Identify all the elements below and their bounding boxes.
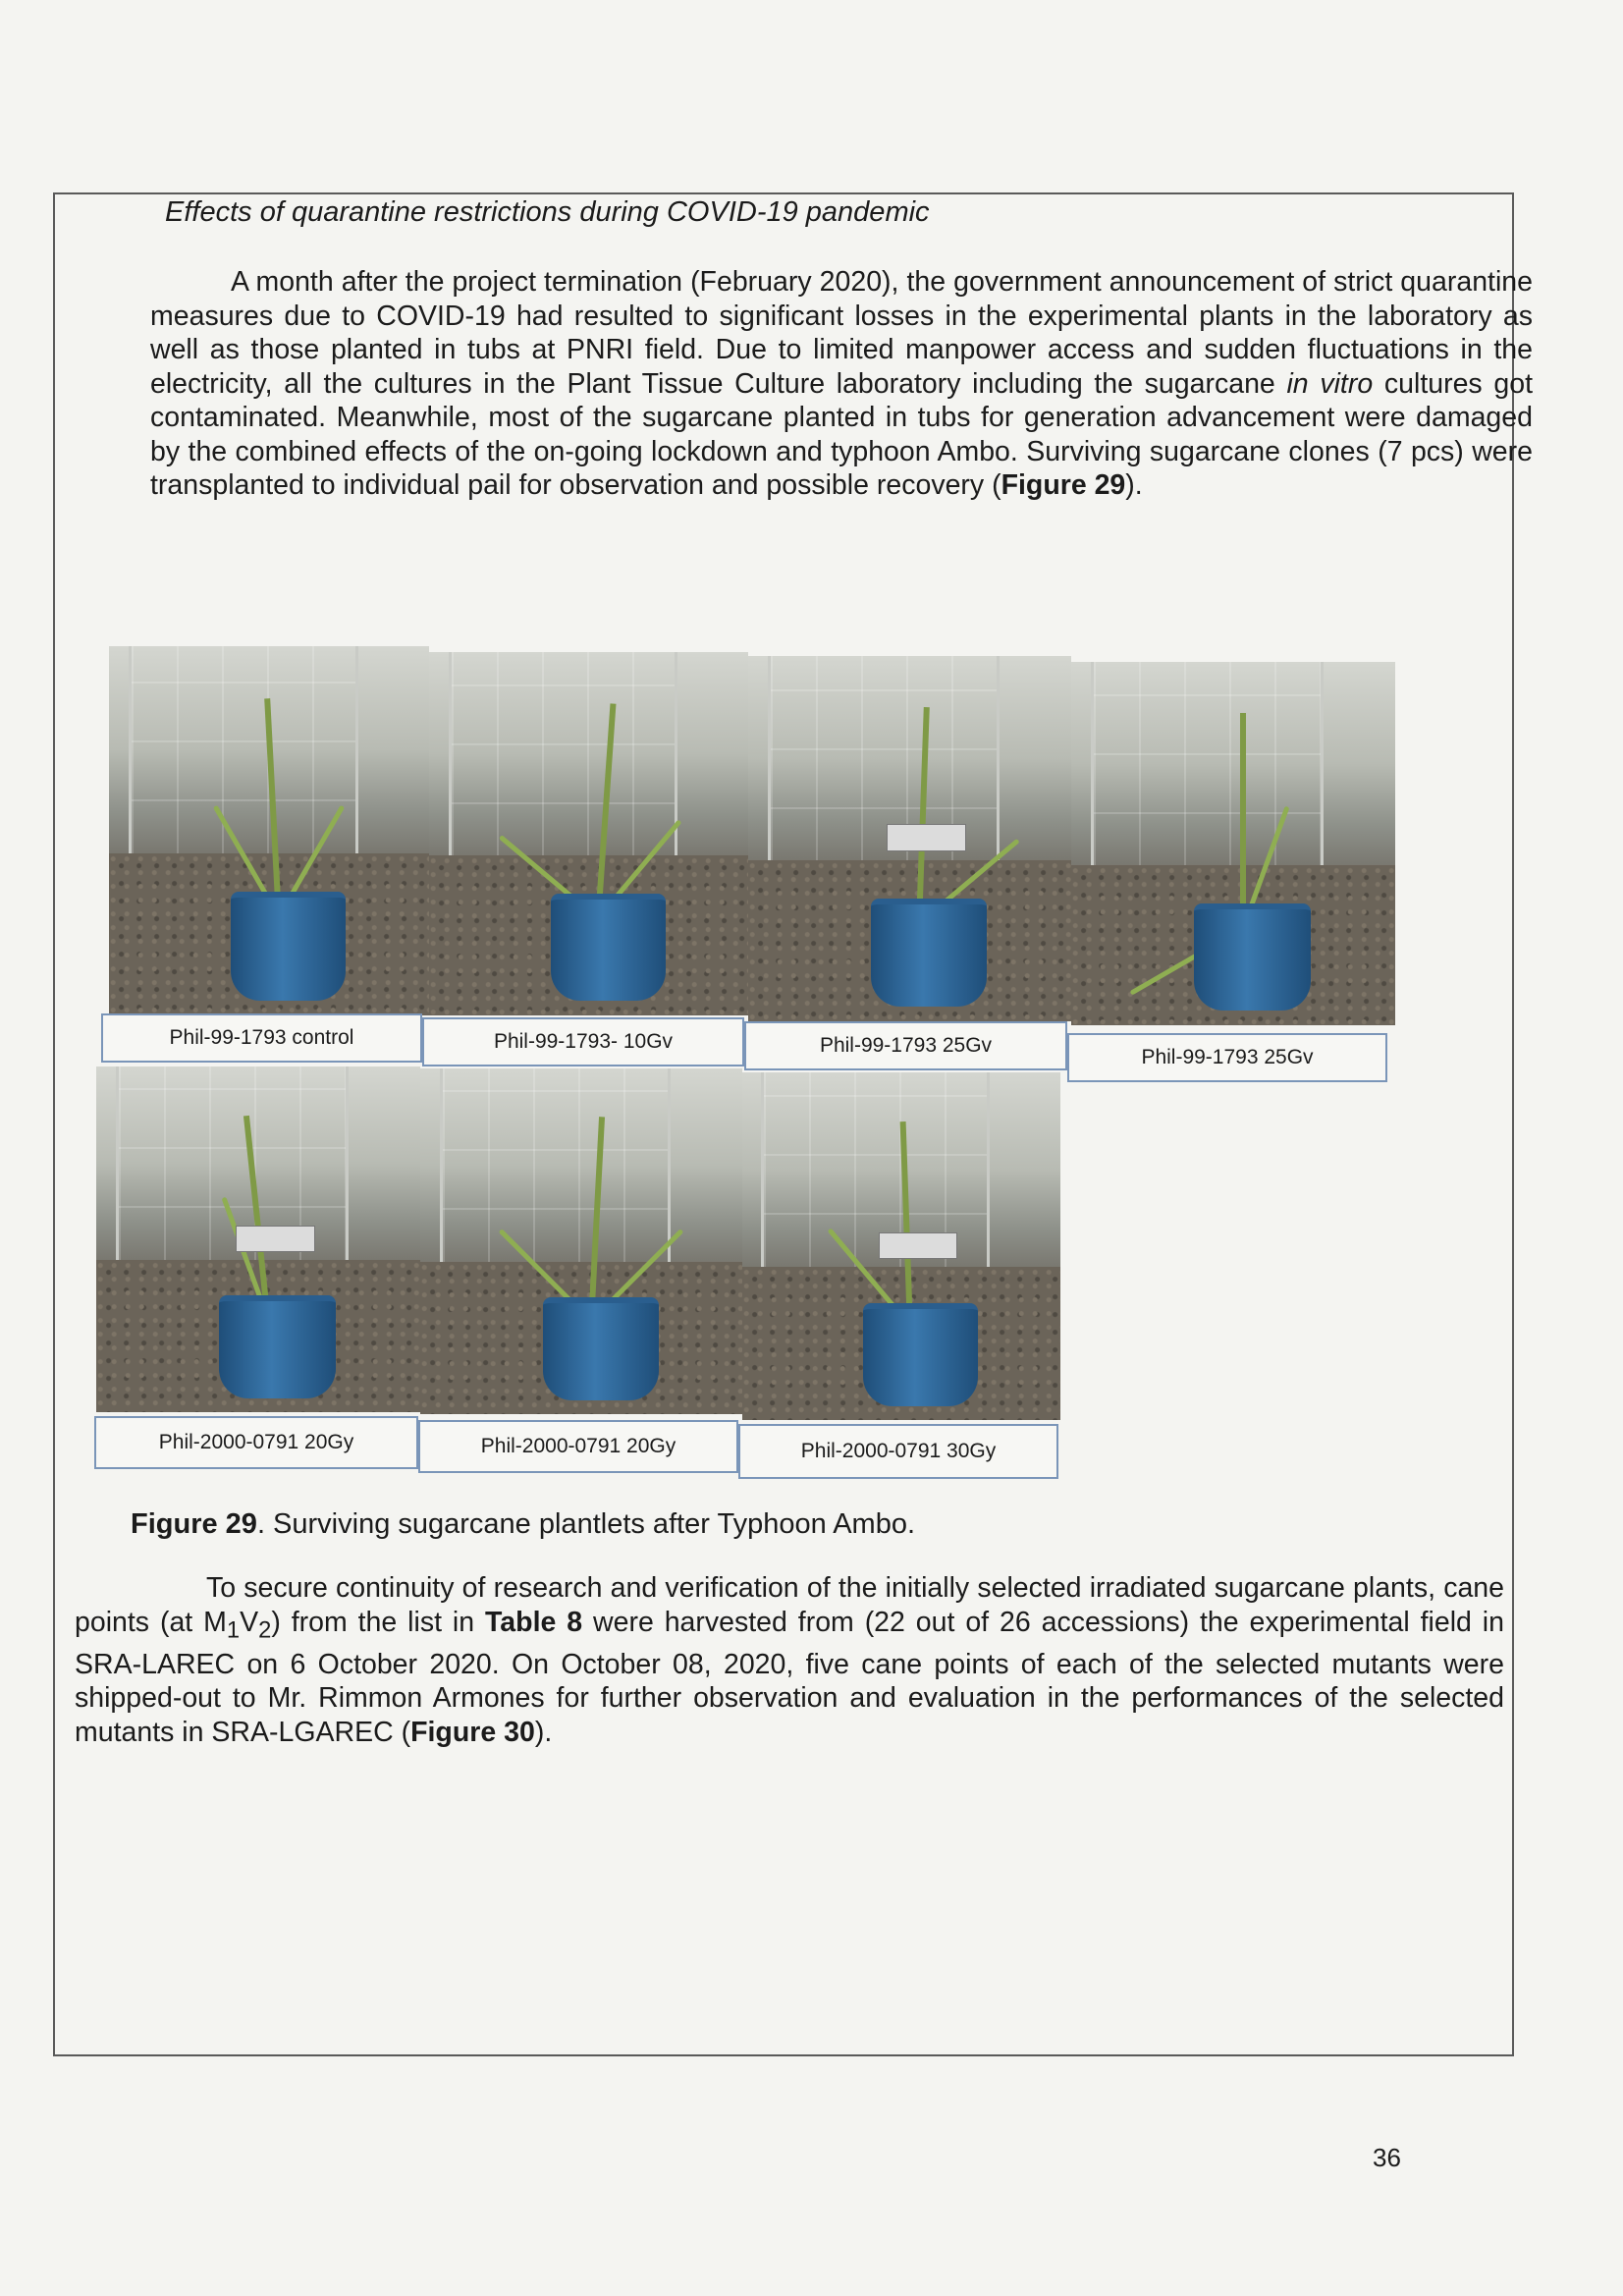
photo-5 [96, 1066, 420, 1412]
paragraph-text: were harvested from (22 out of 26 accessions) the experimental field in SRA-LAREC on 6 October 2020. On October 08, 2020, five cane points of each of the selected mutants were shipped-out to Mr. Rimmon Armones for further observation and evaluation in the performances of the selected mutants in SRA-LGAREC ( [75, 1606, 1504, 1748]
paragraph-text: cultures got contaminated. Meanwhile, most of the sugarcane planted in tubs for generation advancement were damaged by the combined effects of the on-going lockdown and typhoon Ambo. Surviving sugarcane clones (7 pcs) were transplanted to individual pail for observation and possible recovery ( [150, 367, 1533, 501]
paragraph-text: To secure continuity of research and verification of the initially selected irradiated sugarcane plants, cane points (at M [75, 1572, 1504, 1638]
figure-reference: Figure 29 [1001, 469, 1126, 501]
paragraph-text: A month after the project termination (February 2020), the government announcement of strict quarantine measures due to COVID-19 had resulted to significant losses in the experimental plants in the laboratory as well as those planted in tubs at PNRI field. Due to limited manpower access and sudden fluctuations in the electricity, all the cultures in the Plant Tissue Culture laboratory including the sugarcane [150, 266, 1533, 400]
figure-reference: Figure 30 [410, 1716, 535, 1748]
photo-caption: Phil-99-1793 25Gv [744, 1021, 1067, 1070]
photo-3 [748, 656, 1071, 1021]
photo-7 [742, 1072, 1060, 1420]
paragraph-quarantine [150, 265, 1533, 503]
photo-caption: Phil-2000-0791 20Gy [418, 1420, 738, 1473]
photo-1 [109, 646, 429, 1015]
figure-label: Figure 29 [131, 1508, 257, 1540]
photo-4 [1071, 662, 1395, 1025]
paragraph-text: ). [1125, 469, 1143, 501]
italic-term: in vitro [1286, 367, 1374, 400]
photo-caption: Phil-99-1793 control [101, 1013, 422, 1063]
subscript: 2 [258, 1616, 272, 1644]
page-number: 36 [1373, 2143, 1401, 2172]
paragraph-text: V [240, 1606, 259, 1638]
photo-2 [429, 652, 748, 1015]
photo-6 [420, 1068, 742, 1414]
figure-caption [131, 1508, 915, 1541]
section-heading: Effects of quarantine restrictions during COVID-19 pandemic [165, 196, 930, 228]
table-reference: Table 8 [485, 1606, 583, 1638]
subscript: 1 [226, 1616, 241, 1644]
photo-caption: Phil-99-1793- 10Gv [422, 1017, 744, 1066]
paragraph-continuity [75, 1571, 1504, 1749]
photo-caption: Phil-2000-0791 20Gy [94, 1416, 418, 1469]
photo-caption: Phil-2000-0791 30Gy [738, 1424, 1058, 1479]
photo-caption: Phil-99-1793 25Gv [1067, 1033, 1387, 1082]
paragraph-text: ). [534, 1716, 553, 1748]
paragraph-text: ) from the list in [271, 1606, 486, 1638]
figure-caption-text: . Surviving sugarcane plantlets after Typhoon Ambo. [256, 1508, 916, 1540]
